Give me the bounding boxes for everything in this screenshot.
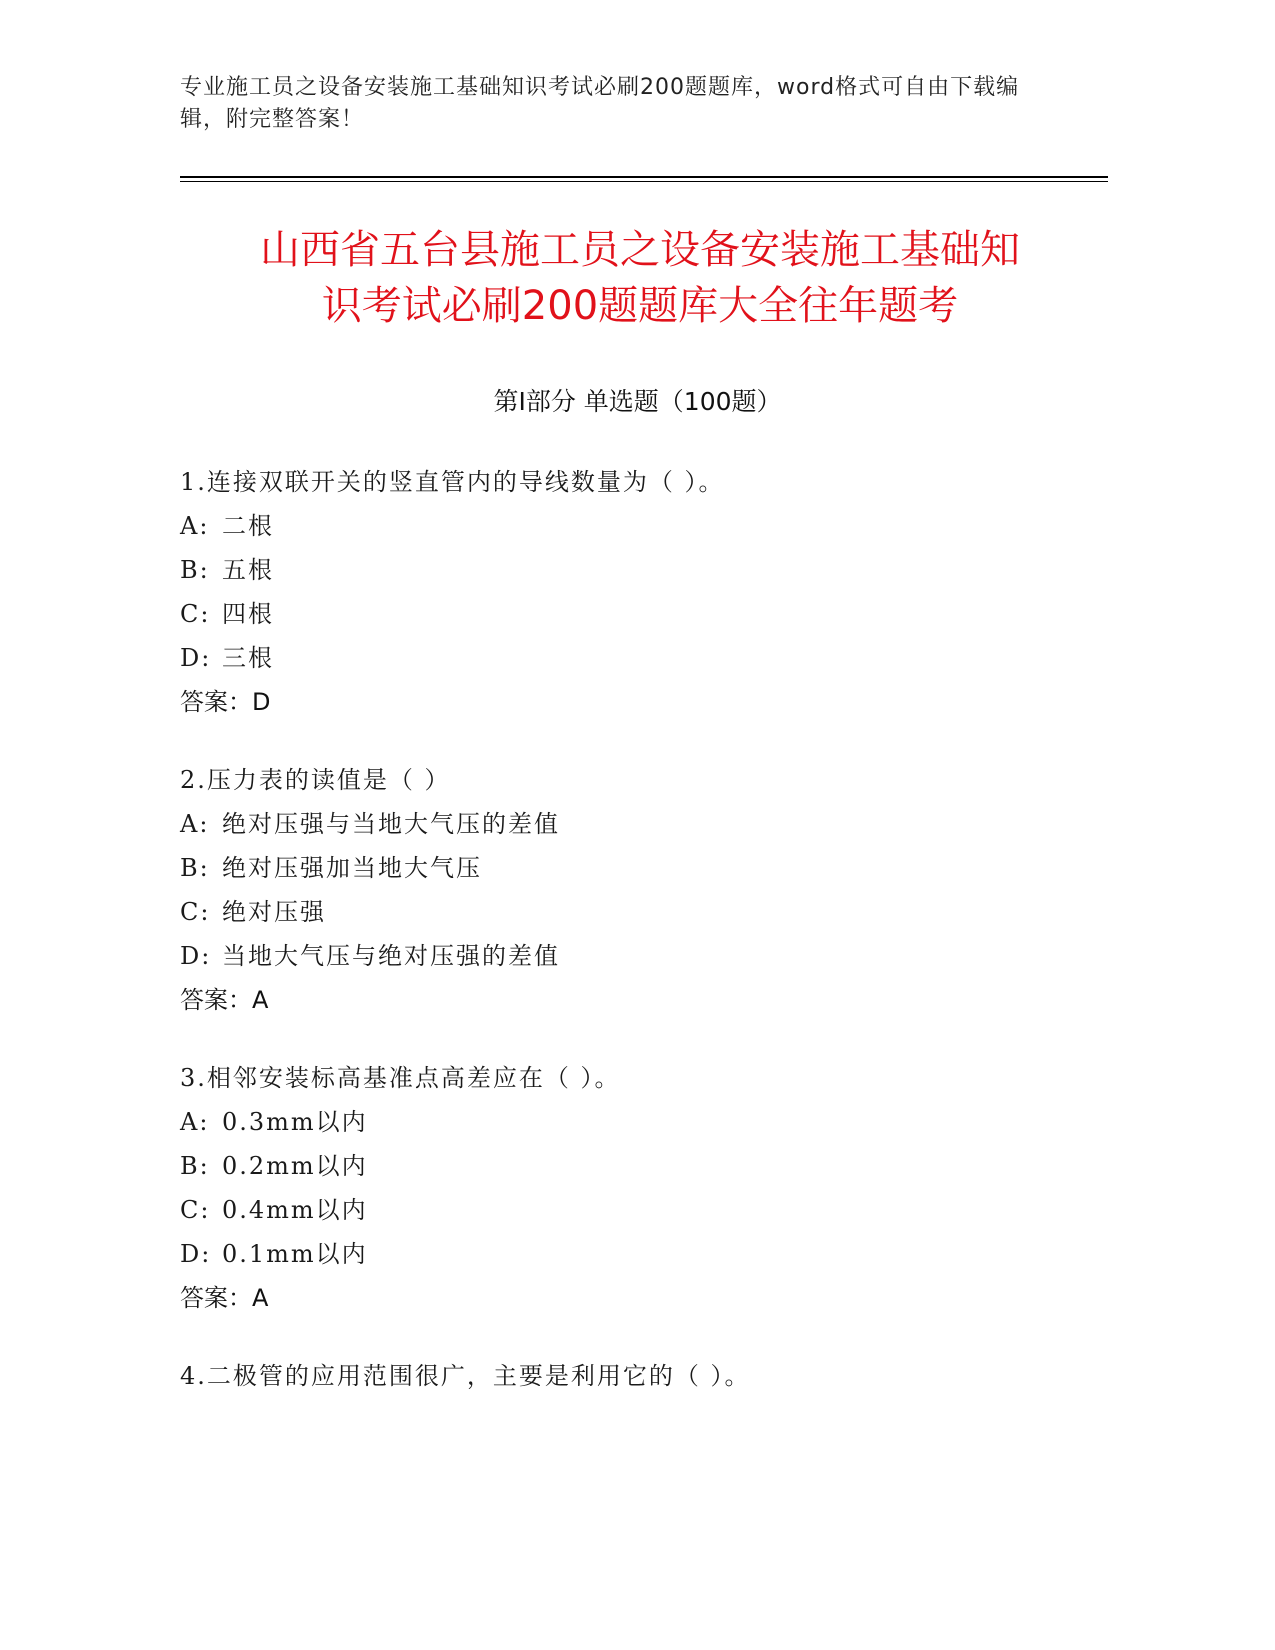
question-block	[180, 1354, 1120, 1398]
header-divider-thin	[180, 181, 1108, 182]
option-letter: A:	[180, 512, 210, 540]
answer-option	[180, 1100, 1120, 1144]
option-text: 0.1mm以内	[222, 1240, 368, 1268]
option-text: 0.2mm以内	[222, 1152, 368, 1180]
option-text: 0.4mm以内	[222, 1196, 368, 1224]
answer-option	[180, 1232, 1120, 1276]
option-letter: C:	[180, 600, 211, 628]
option-text: 五根	[222, 556, 274, 584]
answer-prefix: 答案：	[180, 1284, 252, 1312]
answer-prefix: 答案：	[180, 986, 252, 1014]
answer-option	[180, 592, 1120, 636]
option-text: 绝对压强加当地大气压	[222, 854, 482, 882]
section-heading: 第I部分 单选题（100题）	[493, 387, 782, 416]
option-letter: D:	[180, 644, 212, 672]
option-text: 当地大气压与绝对压强的差值	[222, 942, 560, 970]
option-letter: B:	[180, 1152, 210, 1180]
answer-option	[180, 1144, 1120, 1188]
option-letter: C:	[180, 898, 211, 926]
header-divider-thick	[180, 176, 1108, 178]
title-line-2: 识考试必刷200题题库大全往年题考	[321, 283, 959, 329]
answer-option	[180, 846, 1120, 890]
option-text: 四根	[222, 600, 274, 628]
answer-key	[180, 978, 1120, 1022]
question-list	[180, 460, 1120, 1432]
question-stem: 3.相邻安装标高基准点高差应在（ ）。	[180, 1064, 621, 1092]
question-stem: 1.连接双联开关的竖直管内的导线数量为（ ）。	[180, 468, 725, 496]
answer-option	[180, 802, 1120, 846]
option-text: 二根	[222, 512, 274, 540]
option-letter: D:	[180, 942, 212, 970]
answer-option	[180, 548, 1120, 592]
title-line-1: 山西省五台县施工员之设备安装施工基础知	[260, 227, 1020, 273]
option-letter: B:	[180, 556, 210, 584]
option-text: 三根	[222, 644, 274, 672]
answer-key	[180, 1276, 1120, 1320]
answer-option	[180, 890, 1120, 934]
option-text: 绝对压强与当地大气压的差值	[222, 810, 560, 838]
option-letter: A:	[180, 810, 210, 838]
answer-option	[180, 636, 1120, 680]
question-stem: 2.压力表的读值是（ ）	[180, 766, 451, 794]
option-letter: B:	[180, 854, 210, 882]
answer-value: A	[252, 986, 269, 1014]
document-title	[150, 222, 1130, 334]
answer-option	[180, 1188, 1120, 1232]
option-letter: C:	[180, 1196, 211, 1224]
header-note: 专业施工员之设备安装施工基础知识考试必刷200题题库，word格式可自由下载编辑，附完整答案！	[180, 75, 1020, 132]
question-block	[180, 758, 1120, 1022]
answer-key	[180, 680, 1120, 724]
question-block	[180, 1056, 1120, 1320]
answer-value: A	[252, 1284, 269, 1312]
option-text: 绝对压强	[222, 898, 326, 926]
option-text: 0.3mm以内	[222, 1108, 368, 1136]
answer-prefix: 答案：	[180, 688, 252, 716]
option-letter: D:	[180, 1240, 212, 1268]
question-block	[180, 460, 1120, 724]
answer-value: D	[252, 688, 271, 716]
question-stem: 4.二极管的应用范围很广，主要是利用它的（ ）。	[180, 1362, 751, 1390]
answer-option	[180, 934, 1120, 978]
answer-option	[180, 504, 1120, 548]
option-letter: A:	[180, 1108, 210, 1136]
